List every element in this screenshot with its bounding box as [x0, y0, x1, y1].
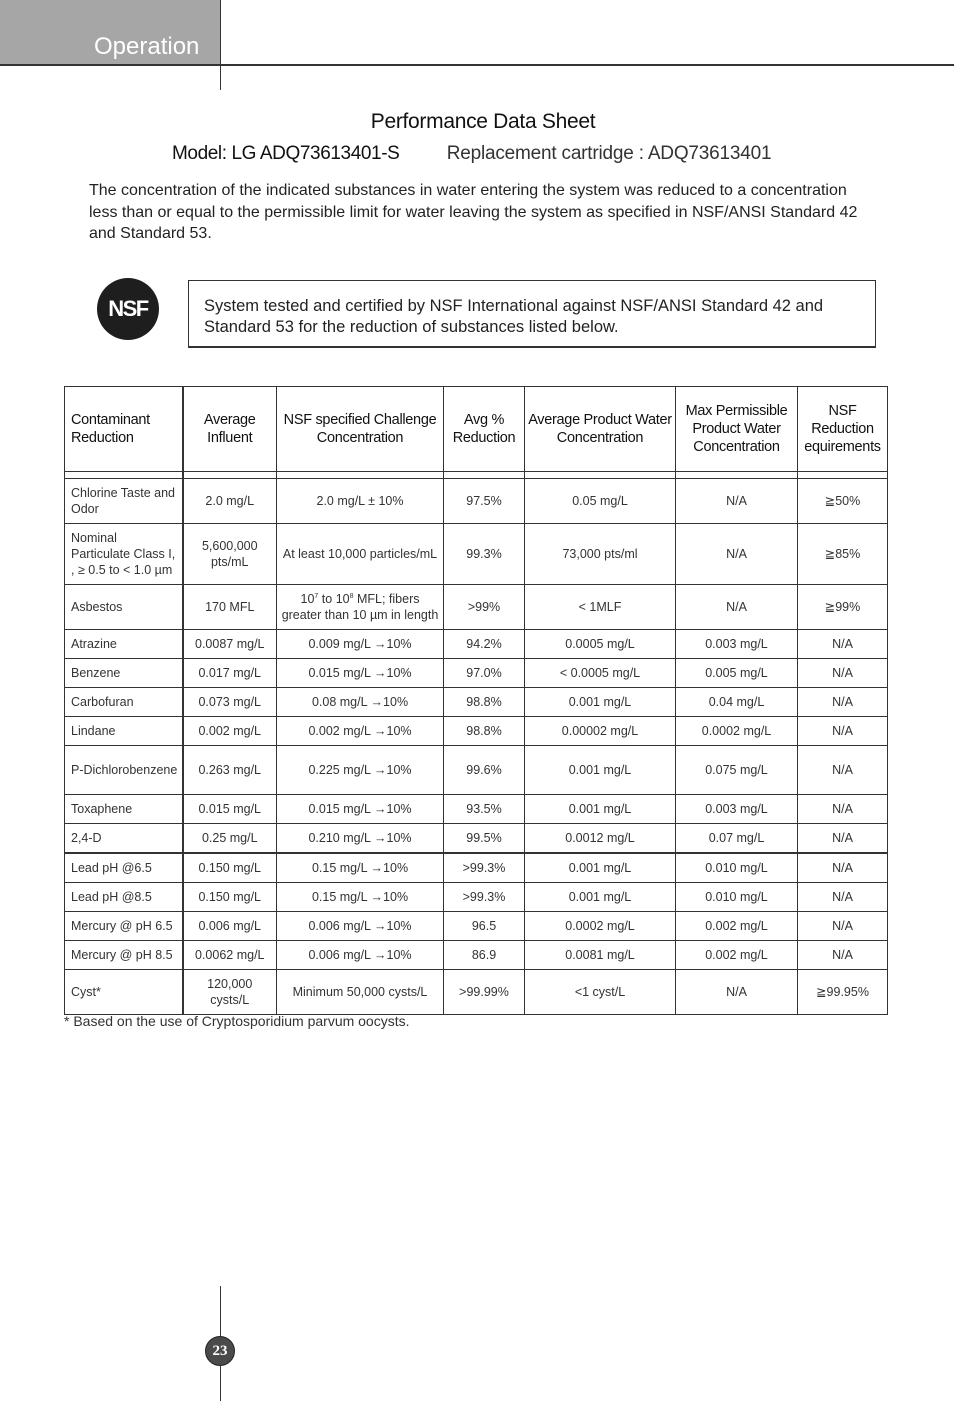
cell-contaminant: Carbofuran: [65, 688, 183, 717]
cell-reduction: 97.0%: [444, 659, 525, 688]
table-row: [65, 630, 888, 659]
cell-influent: 0.0087 mg/L: [183, 630, 277, 659]
performance-table: [64, 386, 888, 1015]
cell-max: 0.075 mg/L: [676, 746, 798, 795]
header-divider: [220, 0, 221, 90]
cell-reduction: 97.5%: [444, 479, 525, 524]
cell-influent: 0.25 mg/L: [183, 824, 277, 854]
cell-influent: 0.150 mg/L: [183, 883, 277, 912]
col-header-contaminant: Contaminant Reduction: [65, 387, 183, 472]
cell-max: 0.002 mg/L: [676, 912, 798, 941]
cell-contaminant: Atrazine: [65, 630, 183, 659]
col-header-influent: Average Influent: [183, 387, 277, 472]
cell-reduction: >99%: [444, 585, 525, 630]
nsf-logo-icon: [97, 278, 159, 340]
asbestos-challenge-mid: to: [318, 592, 336, 606]
cell-contaminant: Cyst*: [65, 970, 183, 1015]
cell-challenge: 0.002 mg/L →10%: [277, 717, 444, 746]
cell-product: 0.001 mg/L: [525, 853, 676, 883]
page-title: Performance Data Sheet: [370, 110, 596, 133]
cell-product: 0.0002 mg/L: [525, 912, 676, 941]
cell-contaminant: Lead pH @6.5: [65, 853, 183, 883]
model-name: Model: LG ADQ73613401-S: [172, 143, 400, 164]
cell-max: 0.003 mg/L: [676, 630, 798, 659]
cell-max: 0.003 mg/L: [676, 795, 798, 824]
cell-challenge: 0.015 mg/L →10%: [277, 659, 444, 688]
asbestos-challenge-base-b: 10: [335, 592, 350, 606]
cell-contaminant: Toxaphene: [65, 795, 183, 824]
intro-paragraph: The concentration of the indicated substances in water entering the system was reduced to a concentration less than or equal to the permissible limit for water leaving the system as specified in NSF/ANSI Standard 42 and Standard 53.: [89, 182, 858, 242]
nsf-logo-text: NSF: [108, 296, 148, 321]
asbestos-challenge-rest: MFL; fibers greater than 10 µm in length: [281, 592, 439, 622]
cell-reduction: >99.99%: [444, 970, 525, 1015]
cell-product: 0.001 mg/L: [525, 688, 676, 717]
certification-text: System tested and certified by NSF International against NSF/ANSI Standard 42 and Standard 53 for the reduction of substances listed below.: [204, 297, 824, 336]
col-header-product: Average Product Water Concentration: [525, 387, 676, 472]
table-row: [65, 853, 888, 883]
table-row: [65, 912, 888, 941]
cell-challenge: 0.15 mg/L →10%: [277, 883, 444, 912]
cell-influent: 0.263 mg/L: [183, 746, 277, 795]
cell-product: 0.0012 mg/L: [525, 824, 676, 854]
table-spacer-row: [65, 472, 888, 479]
cell-contaminant: Mercury @ pH 8.5: [65, 941, 183, 970]
cell-product: 0.00002 mg/L: [525, 717, 676, 746]
cell-influent: 0.017 mg/L: [183, 659, 277, 688]
cell-requirement: N/A: [798, 912, 888, 941]
cell-influent: 170 MFL: [183, 585, 277, 630]
cell-influent: 2.0 mg/L: [183, 479, 277, 524]
cell-requirement: N/A: [798, 853, 888, 883]
col-header-requirements: NSF Reduction equirements: [798, 387, 888, 472]
cell-max: 0.07 mg/L: [676, 824, 798, 854]
col-header-reduction: Avg % Reduction: [444, 387, 525, 472]
asbestos-challenge-exp-a: 7: [314, 592, 319, 600]
table-row: [65, 585, 888, 630]
section-title: Operation: [94, 33, 200, 60]
cell-challenge: Minimum 50,000 cysts/L: [277, 970, 444, 1015]
cell-product: 0.001 mg/L: [525, 746, 676, 795]
asbestos-challenge-exp-b: 8: [349, 592, 354, 600]
cell-challenge: [277, 585, 444, 630]
cell-max: 0.010 mg/L: [676, 883, 798, 912]
cell-requirement: N/A: [798, 746, 888, 795]
cell-influent: 120,000 cysts/L: [183, 970, 277, 1015]
cell-challenge: 0.006 mg/L →10%: [277, 941, 444, 970]
cell-challenge: 2.0 mg/L ± 10%: [277, 479, 444, 524]
cell-challenge: 0.015 mg/L →10%: [277, 795, 444, 824]
cell-max: 0.010 mg/L: [676, 853, 798, 883]
cell-contaminant: P-Dichlorobenzene: [65, 746, 183, 795]
table-row: [65, 659, 888, 688]
replacement-cartridge: Replacement cartridge : ADQ73613401: [446, 143, 772, 164]
footer-divider-bottom: [220, 1366, 221, 1401]
cell-max: N/A: [676, 970, 798, 1015]
cell-reduction: 99.5%: [444, 824, 525, 854]
cell-product: < 0.0005 mg/L: [525, 659, 676, 688]
cell-reduction: 93.5%: [444, 795, 525, 824]
cell-influent: 0.006 mg/L: [183, 912, 277, 941]
cell-contaminant: Mercury @ pH 6.5: [65, 912, 183, 941]
cell-product: 0.0005 mg/L: [525, 630, 676, 659]
table-row: [65, 524, 888, 585]
cell-reduction: 98.8%: [444, 717, 525, 746]
asbestos-challenge-base-a: 10: [300, 592, 315, 606]
cell-contaminant: Nominal Particulate Class I, , ≥ 0.5 to < 1.0 µm: [65, 524, 183, 585]
cell-product: <1 cyst/L: [525, 970, 676, 1015]
cell-reduction: 94.2%: [444, 630, 525, 659]
table-body: [65, 472, 888, 1015]
cell-max: 0.0002 mg/L: [676, 717, 798, 746]
cell-requirement: N/A: [798, 717, 888, 746]
cell-challenge: 0.08 mg/L →10%: [277, 688, 444, 717]
cell-reduction: >99.3%: [444, 883, 525, 912]
cell-reduction: 98.8%: [444, 688, 525, 717]
cell-requirement: ≧50%: [798, 479, 888, 524]
cell-requirement: N/A: [798, 688, 888, 717]
cell-product: < 1MLF: [525, 585, 676, 630]
col-header-max: Max Permissible Product Water Concentration: [676, 387, 798, 472]
header-rule: [0, 64, 954, 66]
cell-reduction: 99.3%: [444, 524, 525, 585]
table-row: [65, 883, 888, 912]
cell-contaminant: Lead pH @8.5: [65, 883, 183, 912]
col-header-challenge: NSF specified Challenge Concentration: [277, 387, 444, 472]
cell-contaminant: Lindane: [65, 717, 183, 746]
cell-influent: 0.0062 mg/L: [183, 941, 277, 970]
certification-box: [188, 280, 876, 348]
cell-challenge: 0.210 mg/L →10%: [277, 824, 444, 854]
table-header-row: [65, 387, 888, 472]
cell-requirement: ≧99%: [798, 585, 888, 630]
cell-requirement: N/A: [798, 659, 888, 688]
cell-challenge: 0.009 mg/L →10%: [277, 630, 444, 659]
cell-influent: 0.150 mg/L: [183, 853, 277, 883]
table-row: [65, 746, 888, 795]
cell-influent: 0.015 mg/L: [183, 795, 277, 824]
cell-requirement: ≧85%: [798, 524, 888, 585]
table-row: [65, 688, 888, 717]
cell-reduction: 99.6%: [444, 746, 525, 795]
table-row: [65, 941, 888, 970]
cell-challenge: 0.225 mg/L →10%: [277, 746, 444, 795]
cell-contaminant: Benzene: [65, 659, 183, 688]
cell-max: N/A: [676, 524, 798, 585]
cell-product: 0.05 mg/L: [525, 479, 676, 524]
cell-influent: 0.073 mg/L: [183, 688, 277, 717]
cell-max: 0.005 mg/L: [676, 659, 798, 688]
footnote: * Based on the use of Cryptosporidium parvum oocysts.: [64, 1013, 410, 1029]
cell-contaminant: Asbestos: [65, 585, 183, 630]
table-row: [65, 970, 888, 1015]
cell-max: 0.002 mg/L: [676, 941, 798, 970]
page-number-badge: [205, 1336, 235, 1366]
cell-challenge: 0.15 mg/L →10%: [277, 853, 444, 883]
cell-contaminant: Chlorine Taste and Odor: [65, 479, 183, 524]
cell-requirement: N/A: [798, 883, 888, 912]
cell-reduction: >99.3%: [444, 853, 525, 883]
cell-requirement: ≧99.95%: [798, 970, 888, 1015]
cell-max: N/A: [676, 585, 798, 630]
model-line: [172, 143, 771, 165]
cell-reduction: 96.5: [444, 912, 525, 941]
table-row: [65, 717, 888, 746]
cell-reduction: 86.9: [444, 941, 525, 970]
cell-influent: 5,600,000 pts/mL: [183, 524, 277, 585]
cell-challenge: 0.006 mg/L →10%: [277, 912, 444, 941]
cell-challenge: At least 10,000 particles/mL: [277, 524, 444, 585]
cell-influent: 0.002 mg/L: [183, 717, 277, 746]
cell-contaminant: 2,4-D: [65, 824, 183, 854]
cell-product: 0.001 mg/L: [525, 795, 676, 824]
cell-requirement: N/A: [798, 630, 888, 659]
table-row: [65, 824, 888, 854]
cell-product: 0.0081 mg/L: [525, 941, 676, 970]
cell-requirement: N/A: [798, 941, 888, 970]
cell-requirement: N/A: [798, 795, 888, 824]
table-row: [65, 795, 888, 824]
cell-max: 0.04 mg/L: [676, 688, 798, 717]
cell-max: N/A: [676, 479, 798, 524]
cell-product: 0.001 mg/L: [525, 883, 676, 912]
page-number: 23: [212, 1342, 228, 1359]
footer-divider-top: [220, 1286, 221, 1336]
cell-product: 73,000 pts/ml: [525, 524, 676, 585]
table-row: [65, 479, 888, 524]
cell-requirement: N/A: [798, 824, 888, 854]
